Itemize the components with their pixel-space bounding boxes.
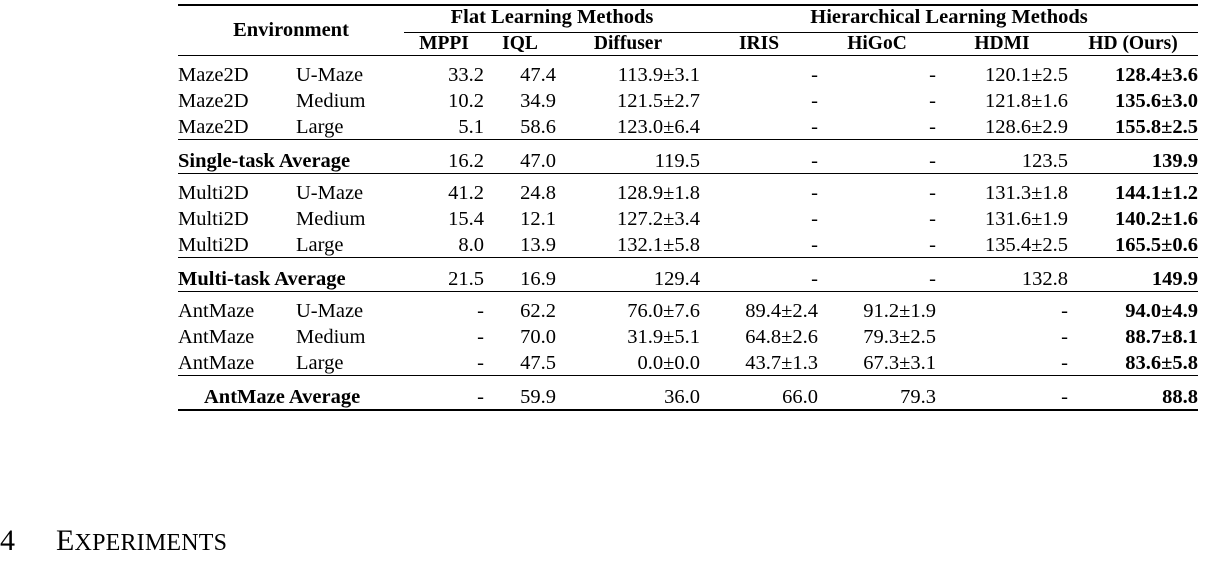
cell-value: 33.2 [448,64,484,86]
cell-value: 155.8±2.5 [1114,116,1198,138]
cell-value: 5.1 [458,116,484,138]
cell-value: 24.8 [520,182,556,204]
header-col-mppi: MPPI [419,33,469,54]
cell-value: 10.2 [448,90,484,112]
cell-value: - [811,116,818,138]
cell-value: - [477,300,484,322]
table-row [178,113,1198,140]
cell-value: - [811,268,818,290]
header-col-diffuser: Diffuser [593,33,663,54]
cell-variant: U-Maze [296,64,364,86]
cell-value: 83.6±5.8 [1125,352,1198,374]
cell-value: - [811,182,818,204]
cell-average-label: Multi-task Average [178,268,346,290]
table-row [178,292,1198,323]
cell-variant: Medium [296,208,366,230]
cell-average-label: Single-task Average [178,150,351,172]
cell-value: 76.0±7.6 [627,300,700,322]
cell-value: 47.5 [520,352,556,374]
cell-value: - [929,208,936,230]
cell-value: 121.5±2.7 [616,90,700,112]
cell-variant: U-Maze [296,182,364,204]
cell-value: - [929,182,936,204]
section-number: 4 [0,524,16,557]
cell-value: 47.4 [520,64,556,86]
cell-value: 119.5 [654,150,700,172]
cell-value: - [811,64,818,86]
cell-value: 165.5±0.6 [1114,234,1198,256]
cell-value: 8.0 [458,234,484,256]
cell-value: - [929,150,936,172]
cell-value: 36.0 [664,386,700,408]
cell-value: 131.3±1.8 [984,182,1068,204]
table-row [178,56,1198,87]
cell-value: 123.0±6.4 [616,116,700,138]
section-title-rest: XPERIMENTS [74,530,228,556]
cell-env: Maze2D [178,64,249,86]
cell-env: AntMaze [178,352,255,374]
header-col-higoc: HiGoC [847,33,907,54]
cell-value: 129.4 [653,268,700,290]
cell-env: Multi2D [178,182,249,204]
table-row [178,323,1198,349]
cell-value: 12.1 [520,208,556,230]
cell-value: 121.8±1.6 [984,90,1068,112]
cell-value: 135.6±3.0 [1114,90,1198,112]
cell-env: Maze2D [178,116,249,138]
cell-value: - [811,208,818,230]
cell-value: - [929,234,936,256]
cell-value: 144.1±1.2 [1114,182,1198,204]
cell-value: 58.6 [520,116,556,138]
cell-value: 64.8±2.6 [745,326,818,348]
cell-value: - [1061,326,1068,348]
cell-value: 34.9 [520,90,556,112]
cell-env: Maze2D [178,90,249,112]
table-row [178,205,1198,231]
cell-value: - [477,352,484,374]
cell-value: - [1061,300,1068,322]
cell-value: 31.9±5.1 [627,326,700,348]
cell-value: - [811,150,818,172]
cell-value: 135.4±2.5 [984,234,1068,256]
cell-value: 120.1±2.5 [984,64,1068,86]
cell-value: 128.9±1.8 [616,182,700,204]
cell-value: - [929,64,936,86]
cell-value: 132.1±5.8 [616,234,700,256]
table-row [178,349,1198,376]
cell-variant: Medium [296,326,366,348]
cell-variant: Large [296,352,344,374]
table-average-row [178,258,1198,292]
cell-value: 59.9 [520,386,556,408]
cell-value: 21.5 [448,268,484,290]
table-average-row [178,376,1198,410]
cell-variant: U-Maze [296,300,364,322]
cell-value: 139.9 [1151,150,1198,172]
cell-env: AntMaze [178,300,255,322]
cell-env: Multi2D [178,208,249,230]
cell-value: - [1061,352,1068,374]
cell-value: - [477,386,484,408]
cell-value: 67.3±3.1 [863,352,936,374]
cell-variant: Large [296,234,344,256]
cell-value: 66.0 [782,386,818,408]
header-col-hdmi: HDMI [974,33,1030,54]
header-col-iris: IRIS [738,33,780,54]
header-group-hierarchical: Hierarchical Learning Methods [700,6,1198,33]
cell-value: 79.3±2.5 [863,326,936,348]
header-group-flat: Flat Learning Methods [404,6,700,33]
header-environment: Environment [233,19,349,41]
header-col-hd-ours: HD (Ours) [1088,33,1178,54]
cell-value: 62.2 [520,300,556,322]
cell-value: 91.2±1.9 [863,300,936,322]
results-table [178,4,1198,411]
cell-average-label: AntMaze Average [204,386,361,408]
section-title-first-letter: E [56,524,75,557]
cell-value: 0.0±0.0 [637,352,700,374]
cell-value: - [811,90,818,112]
cell-value: 131.6±1.9 [984,208,1068,230]
cell-value: 89.4±2.4 [745,300,818,322]
cell-value: 123.5 [1021,150,1068,172]
cell-value: - [929,116,936,138]
cell-value: 47.0 [520,150,556,172]
cell-value: 79.3 [900,386,936,408]
cell-value: 113.9±3.1 [617,64,700,86]
table-rule-bottom [178,410,1198,411]
cell-value: 140.2±1.6 [1114,208,1198,230]
cell-value: 149.9 [1151,268,1198,290]
table-row [178,87,1198,113]
cell-value: - [929,268,936,290]
table-row [178,231,1198,258]
header-col-iql: IQL [502,33,538,54]
cell-value: - [929,90,936,112]
cell-value: 94.0±4.9 [1125,300,1198,322]
cell-value: 13.9 [520,234,556,256]
section-heading [0,524,227,558]
table-group-header-row [178,6,1198,33]
cell-value: - [1061,386,1068,408]
cell-env: Multi2D [178,234,249,256]
cell-env: AntMaze [178,326,255,348]
cell-value: 41.2 [448,182,484,204]
cell-value: 16.9 [520,268,556,290]
cell-value: 88.7±8.1 [1125,326,1198,348]
cell-value: 15.4 [448,208,484,230]
cell-value: 128.4±3.6 [1114,64,1198,86]
cell-variant: Medium [296,90,366,112]
cell-value: 127.2±3.4 [616,208,700,230]
cell-value: - [477,326,484,348]
cell-value: 16.2 [448,150,484,172]
cell-value: 70.0 [520,326,556,348]
cell-value: - [811,234,818,256]
cell-value: 132.8 [1021,268,1068,290]
cell-value: 88.8 [1162,386,1198,408]
cell-value: 128.6±2.9 [984,116,1068,138]
cell-variant: Large [296,116,344,138]
table-average-row [178,140,1198,174]
cell-value: 43.7±1.3 [745,352,818,374]
table-row [178,174,1198,205]
